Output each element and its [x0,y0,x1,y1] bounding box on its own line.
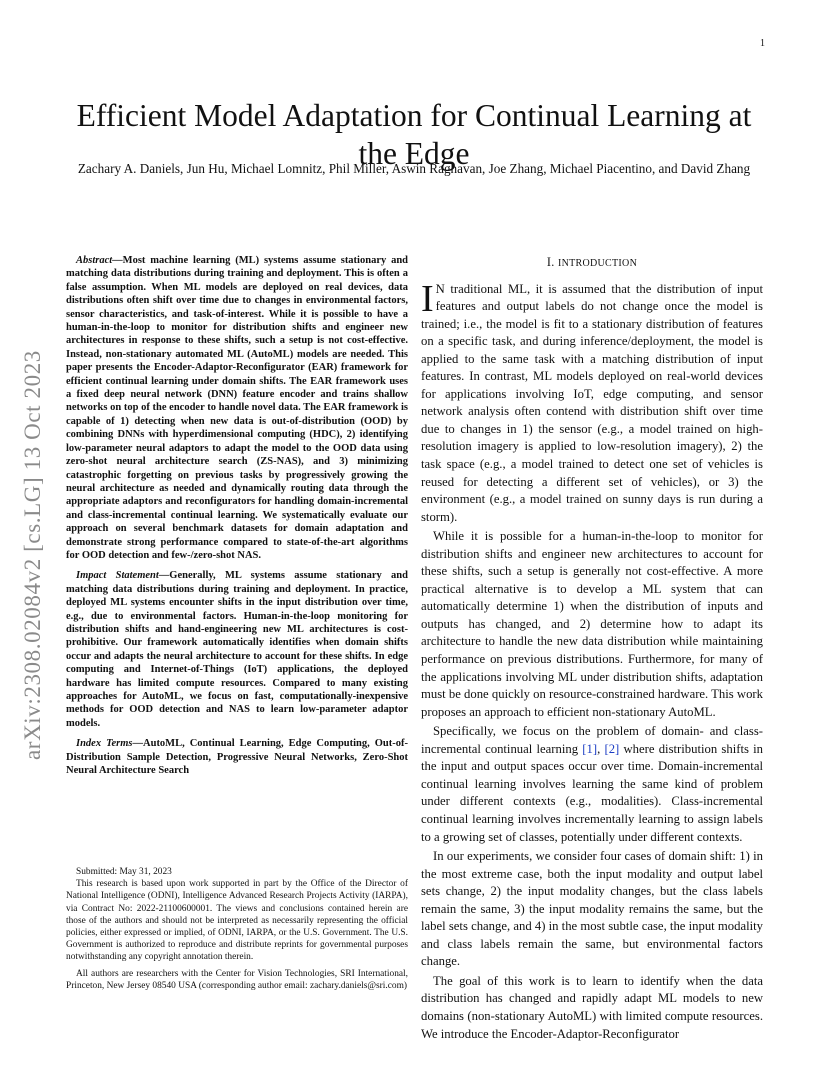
footnotes [66,866,408,992]
left-column [66,254,408,784]
intro-paragraph-1 [421,277,763,527]
author-list: Zachary A. Daniels, Jun Hu, Michael Lomnitz, Phil Miller, Aswin Raghavan, Joe Zhang, Michael Piacentino, and David Zhang [77,161,751,176]
intro-paragraph-3-text-a: Specifically, we focus on the problem of domain- and class-incremental continual learning [421,724,763,756]
abstract-label: Abstract [76,255,113,266]
index-terms-text: —AutoML, Continual Learning, Edge Computing, Out-of-Distribution Sample Detection, Progressive Neural Networks, Zero-Shot Neural Architecture Search [66,738,408,777]
impact-label: Impact Statement [76,570,159,582]
intro-paragraph-1-text: N traditional ML, it is assumed that the distribution of input features and output labels do not change once the model is trained; i.e., the model is fit to a stationary distribution of features on a specific task, and during inference/deployment, the model is applied to the same task with a matching distribution of input features. In contrast, ML models deployed on real-world devices for applications involving IoT, edge computing, and sensor network analysis often contend with distribution shift over time due to changes in 1) the sensor (e.g., a model trained on high-resolution imagery is applied to low-resolution imagery), 2) the task space (e.g., a model trained to detect one set of vehicles is reused for detecting a different set of vehicles), or 3) the environment (e.g., a model trained on sunny days is run during a storm). [421,281,763,524]
section-number: I. [546,255,555,269]
intro-paragraph-2: While it is possible for a human-in-the-loop to monitor for distribution shifts and engineer new architectures to account for these shifts, such a setup is generally not cost-effective. A more practical alternative is to develop a ML system that can automatically determine 1) when the distribution of inputs and outputs has changed, and 2) determine how to adapt its architecture to handle the new data distribution while maintaining performance on previous distributions. Furthermore, for many of the applications involving ML under distribution shifts, adaptation must be done quickly on resource-constrained hardware. This work proposes an approach to efficient non-stationary AutoML. [421,529,763,719]
citation-separator: , [597,741,605,756]
citation-link-1[interactable]: [1] [582,741,598,756]
page-number: 1 [760,38,765,49]
footnote-funding: This research is based upon work supported in part by the Office of the Director of National Intelligence (ODNI), Intelligence Advanced Research Projects Activity (IARPA), via Contract No: 2022-21100600001. The views and conclusions contained herein are those of the authors and should not be interpreted as necessarily representing the official policies, either expressed or implied, of ODNI, IARPA, or the U.S. Government. The U.S. Government is authorized to reproduce and distribute reprints for governmental purposes notwithstanding any copyright annotation therein. [66,879,408,963]
footnote-submitted: Submitted: May 31, 2023 [76,867,172,877]
intro-paragraph-4: In our experiments, we consider four cases of domain shift: 1) in the most extreme case, both the input modality and output label sets change, 2) the input modality changes, but the class labels remain the same, 3) the input modality remains the same, but the label sets change, and 4) in the most subtle case, the input modality and class labels remain the same, but environmental factors change. [421,849,763,969]
drop-cap: I [421,277,434,320]
section-heading-introduction [421,254,763,273]
intro-paragraph-5: The goal of this work is to learn to identify when the data distribution has changed and rapidly adapt ML models to new domains (non-stationary AutoML) with limited compute resources. We introduce the Encoder-Adaptor-Reconfigurator [421,973,763,1041]
impact-text: —Generally, ML systems assume stationary and matching data distributions during training and deployment. In practice, deployed ML systems encounter shifts in the input distribution over time, e.g., due to environmental factors. Human-in-the-loop monitoring for distribution shifts and hand-engineering new ML architectures is cost-prohibitive. Our framework automatically identifies when domain shifts occur and adapts the neural architecture to account for these shifts. In edge computing and Internet-of-Things (IoT) applications, the deployed hardware has limited compute resources. Compared to many existing approaches for AutoML, we focus on fast, computationally-inexpensive methods for OOD detection and NAS to learn low-parameter adaptor models. [66,570,408,729]
abstract [66,254,408,562]
index-terms [66,737,408,777]
intro-paragraph-3 [421,723,763,846]
arxiv-identifier[interactable]: arXiv:2308.02084v2 [cs.LG] 13 Oct 2023 [20,350,45,760]
section-title: INTRODUCTION [557,258,638,269]
citation-link-2[interactable]: [2] [604,741,620,756]
index-terms-label: Index Terms [76,738,133,750]
impact-statement [66,569,408,730]
abstract-text: —Most machine learning (ML) systems assume stationary and matching data distributions during training and deployment. This is often a false assumption. When ML models are deployed on real devices, data distributions often shift over time due to changes in environmental factors, sensor characteristics, and task-of-interest. While it is possible to have a human-in-the-loop to monitor for distribution shifts and engineer new architectures in response to these shifts, such a setup is not cost-effective. Instead, non-stationary automated ML (AutoML) models are needed. This paper presents the Encoder-Adaptor-Reconfigurator (EAR) framework for efficient continual learning under domain shifts. The EAR framework uses a fixed deep neural network (DNN) feature encoder and trains shallow networks on top of the encoder to handle novel data. The EAR framework is capable of 1) detecting when new data is out-of-distribution (OOD) by combining DNNs with hyperdimensional computing (HDC), 2) identifying low-parameter neural adaptors to adapt the model to the OOD data using zero-shot neural architecture search (ZS-NAS), and 3) minimizing catastrophic forgetting on previous tasks by progressively growing the neural architecture as needed and dynamically routing data through the appropriate adaptors and reconfigurators for handling domain-incremental and class-incremental continual learning. We systematically evaluate our approach on several benchmark datasets for domain adaptation and demonstrate strong performance compared to state-of-the-art algorithms for OOD detection and few-/zero-shot NAS. [66,255,408,561]
paper-title: Efficient Model Adaptation for Continual Learning at the Edge [76,98,752,172]
intro-paragraph-3-text-b: where distribution shifts in the input and output spaces occur over time. Domain-incremental continual learning involves learning the same kind of problem under different contexts (e.g., modalities). Class-incremental continual learning involves incrementally learning to assign labels to a growing set of classes, potentially under different contexts. [421,741,763,844]
footnote-affiliation: All authors are researchers with the Center for Vision Technologies, SRI International, Princeton, New Jersey 08540 USA (corresponding author email: zachary.daniels@sri.com) [66,968,408,991]
right-column [421,254,763,1045]
